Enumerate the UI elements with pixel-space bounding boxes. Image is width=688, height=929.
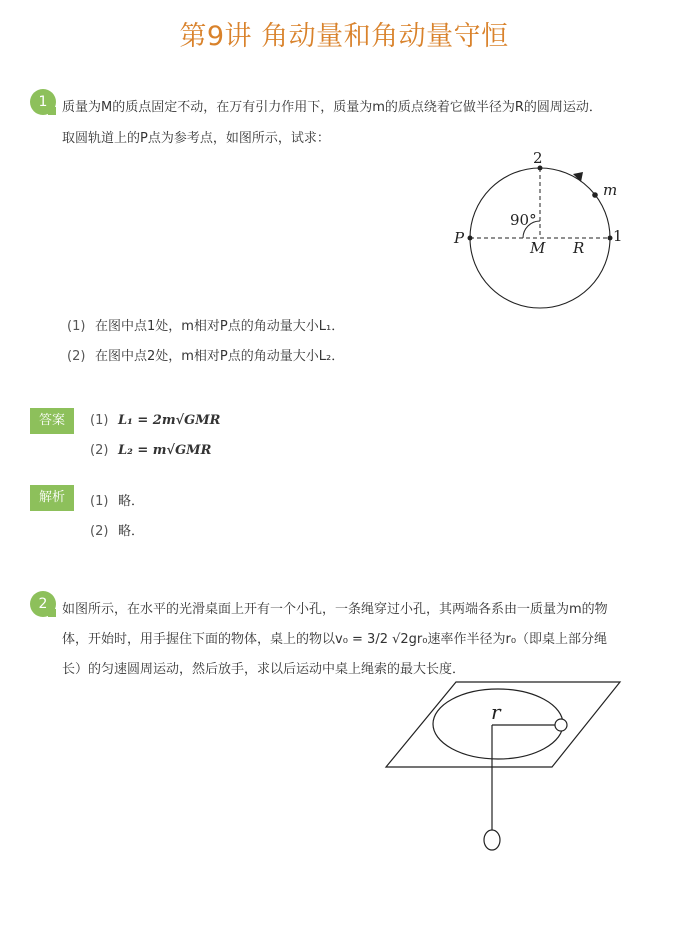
label-P: P <box>454 229 465 247</box>
label-M: M <box>530 239 546 257</box>
analysis-tag: 解析 <box>30 485 74 511</box>
label-m: m <box>603 181 618 199</box>
point-P-dot <box>468 236 473 241</box>
page-title: 第9讲 角动量和角动量守恒 <box>179 21 509 52</box>
question-number-badge: 1 <box>30 89 56 115</box>
q1-part-2 <box>67 345 344 364</box>
analysis-text: 略． <box>118 494 145 509</box>
label-r: r <box>491 700 501 724</box>
part-text: 在图中点1处，m相对P点的角动量大小L₁． <box>95 319 345 334</box>
part-number: (2) <box>67 349 86 364</box>
answer-tag: 答案 <box>30 408 74 434</box>
answer-item-1 <box>90 413 220 428</box>
answer-number: (2) <box>90 443 109 458</box>
label-2: 2 <box>533 149 543 167</box>
q1-part-1 <box>67 315 344 334</box>
q1-circle-figure <box>445 146 645 316</box>
label-1: 1 <box>613 227 623 245</box>
analysis-number: (1) <box>90 494 109 509</box>
answer-formula: L₁ = 2m√GMR <box>118 413 221 428</box>
analysis-text: 略． <box>118 524 145 539</box>
analysis-item-2 <box>90 520 144 539</box>
answer-formula: L₂ = m√GMR <box>118 443 212 458</box>
analysis-number: (2) <box>90 524 109 539</box>
q1-text-line2: 取圆轨道上的P点为参考点，如图所示，试求： <box>62 131 330 146</box>
hanging-mass <box>484 830 500 850</box>
mass-m-dot <box>592 192 598 198</box>
point-1-dot <box>608 236 613 241</box>
part-text: 在图中点2处，m相对P点的角动量大小L₂． <box>95 349 345 364</box>
label-angle: 90° <box>510 211 537 229</box>
q2-text-line3: 长）的匀速圆周运动，然后放手，求以后运动中桌上绳索的最大长度． <box>62 662 466 677</box>
analysis-item-1 <box>90 490 144 509</box>
ball-on-table <box>555 719 567 731</box>
question-number-badge: 2 <box>30 591 56 617</box>
q2-table-figure <box>380 676 630 856</box>
answer-number: (1) <box>90 413 109 428</box>
label-R: R <box>573 239 585 257</box>
part-number: (1) <box>67 319 86 334</box>
answer-item-2 <box>90 443 211 458</box>
q2-text-line1: 如图所示，在水平的光滑桌面上开有一个小孔，一条绳穿过小孔，其两端各系由一质量为m的物 <box>62 602 608 617</box>
q2-text-line2: 体，开始时，用手握住下面的物体，桌上的物以v₀ = 3/2 √2gr₀速率作半径为r₀（即桌上部分绳 <box>62 632 608 647</box>
q1-text-line1: 质量为M的质点固定不动，在万有引力作用下，质量为m的质点绕着它做半径为R的圆周运动． <box>62 100 602 115</box>
